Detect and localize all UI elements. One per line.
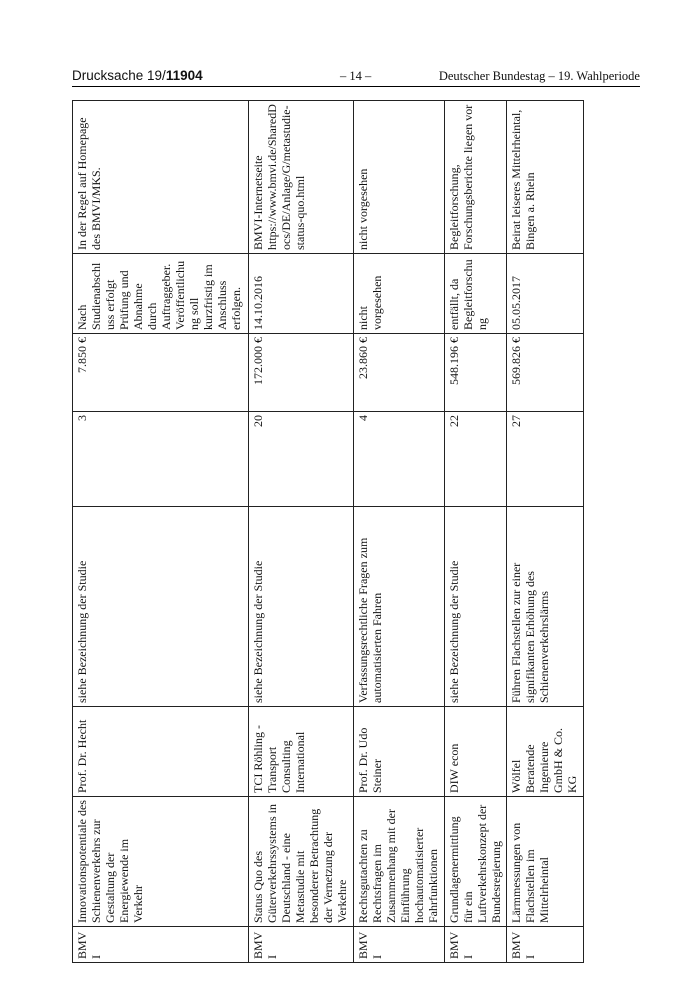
cell-publication: nicht vorgesehen [354, 101, 445, 254]
cell-cost: 569.826 € [507, 334, 584, 412]
cell-publication-date: 05.05.2017 [507, 254, 584, 334]
cell-subject: siehe Bezeichnung der Studie [249, 507, 354, 707]
cell-subject: Verfassungsrechtliche Fragen zum automatisierten Fahren [354, 507, 445, 707]
cell-publication: BMVI-Internetseite https://www.bmvi.de/SharedDocs/DE/Anlage/G/metastudie-status-quo.html [249, 101, 354, 254]
cell-count: 22 [445, 412, 507, 507]
cell-study-title: Grundlagenermittlung für ein Luftverkehrskonzept der Bundesregierung [445, 797, 507, 927]
cell-subject: Führen Flachstellen zur einer signifikanten Erhöhung des Schienenverkehrslärms [507, 507, 584, 707]
cell-cost: 548.196 € [445, 334, 507, 412]
cell-ministry: BMVI [249, 927, 354, 963]
studies-table-container [72, 101, 584, 963]
cell-count: 4 [354, 412, 445, 507]
cell-study-title: Innovationspotentiale des Schienenverkehrs zur Gestaltung der Energiewende im Verkehr [73, 797, 249, 927]
cell-contractor: Wölfel Beratende Ingenieure GmbH & Co. KG [507, 707, 584, 797]
cell-study-title: Lärmmessungen von Flachstellen im Mittelrheintal [507, 797, 584, 927]
cell-publication: Begleitforschung, Forschungsberichte liegen vor [445, 101, 507, 254]
cell-study-title: Status Quo des Güterverkehrssystems in Deutschland - eine Metastudie mit besonderer Betrachtung der Vernetzung der Verkehre [249, 797, 354, 927]
cell-subject: siehe Bezeichnung der Studie [73, 507, 249, 707]
doc-prefix: Drucksache [72, 68, 148, 83]
cell-publication-date: 14.10.2016 [249, 254, 354, 334]
cell-contractor: DIW econ [445, 707, 507, 797]
cell-ministry: BMVI [354, 927, 445, 963]
doc-period: 19/ [147, 68, 166, 83]
table-row [249, 101, 354, 963]
cell-publication: Beirat leiseres Mittelrheintal, Bingen a. Rhein [507, 101, 584, 254]
table-body [73, 101, 584, 963]
header-rule [72, 86, 640, 87]
cell-publication: In der Regel auf Homepage des BMVI/MKS. [73, 101, 249, 254]
cell-cost: 172.000 € [249, 334, 354, 412]
doc-number: 11904 [165, 68, 203, 83]
table-row [507, 101, 584, 963]
document-number [72, 68, 203, 83]
publisher-line: Deutscher Bundestag – 19. Wahlperiode [438, 69, 640, 83]
cell-cost: 23.860 € [354, 334, 445, 412]
page-number: – 14 – [340, 69, 372, 83]
rotated-table [72, 101, 584, 963]
cell-contractor: Prof. Dr. Hecht [73, 707, 249, 797]
cell-ministry: BMVI [507, 927, 584, 963]
cell-contractor: Prof. Dr. Udo Steiner [354, 707, 445, 797]
table-row [445, 101, 507, 963]
cell-cost: 7.850 € [73, 334, 249, 412]
cell-study-title: Rechtsgutachten zu Rechtsfragen im Zusammenhang mit der Einführung hochautomatisierter Fahrfunktionen [354, 797, 445, 927]
table-row [73, 101, 249, 963]
cell-publication-date: nicht vorgesehen [354, 254, 445, 334]
cell-publication-date: Nach Studienabschluss erfolgt Prüfung und Abnahme durch Auftraggeber. Veröffentlichung soll kurzfristig im Anschluss erfolgen. [73, 254, 249, 334]
page-header [72, 66, 640, 88]
studies-table [72, 100, 584, 963]
cell-ministry: BMVI [73, 927, 249, 963]
cell-ministry: BMVI [445, 927, 507, 963]
cell-count: 3 [73, 412, 249, 507]
cell-contractor: TCI Röhling - Transport Consulting International [249, 707, 354, 797]
cell-count: 20 [249, 412, 354, 507]
cell-subject: siehe Bezeichnung der Studie [445, 507, 507, 707]
cell-publication-date: entfällt, da Begleitforschung [445, 254, 507, 334]
table-row [354, 101, 445, 963]
cell-count: 27 [507, 412, 584, 507]
